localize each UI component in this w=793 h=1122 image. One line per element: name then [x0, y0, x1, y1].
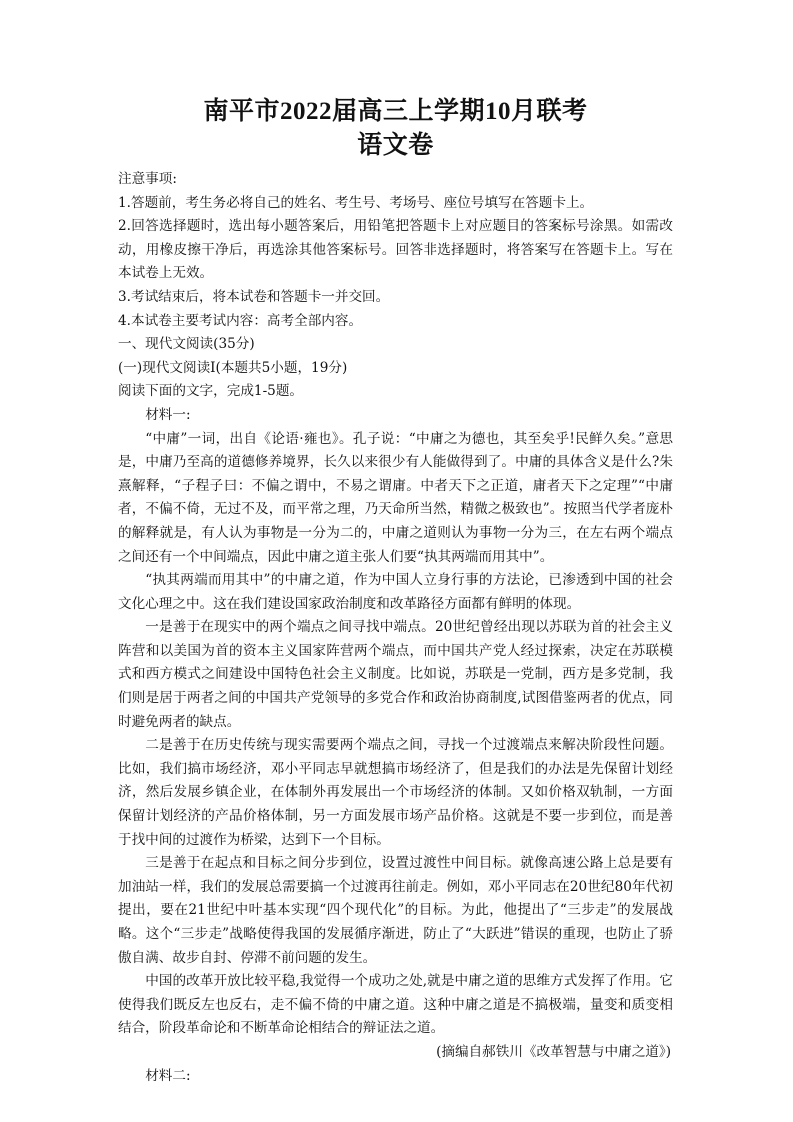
notes-item-3: 3.考试结束后，将本试卷和答题卡一并交回。	[118, 288, 390, 305]
notes-item-1: 1.答题前，考生务必将自己的姓名、考生号、考场号、座位号填写在答题卡上。	[118, 194, 594, 211]
material1-paragraph: 一是善于在现实中的两个端点之间寻找中端点。20世纪曾经出现以苏联为首的社会主义阵营和以美国为首的资本主义国家阵营两个端点，而中国共产党人经过探索，决定在苏联模式和西方模式之间建设中国特色社会主义制度。比如说，苏联是一党制，西方是多党制，我们则是居于两者之间的中国共产党领导的多党合作和政治协商制度,试图借鉴两者的优点，同时避免两者的缺点。	[118, 619, 673, 730]
exam-subtitle: 语文卷	[357, 132, 434, 159]
notes-section	[118, 168, 673, 333]
material2-label: 材料二:	[145, 1067, 191, 1084]
material1-paragraph: 二是善于在历史传统与现实需要两个端点之间，寻找一个过渡端点来解决阶段性问题。比如，我们搞市场经济，邓小平同志早就想搞市场经济了，但是我们的办法是先保留计划经济，然后发展乡镇企业，在体制外再发展出一个市场经济的体制。又如价格双轨制，一方面保留计划经济的产品价格体制，另一方面发展市场产品价格。这就是不要一步到位，而是善于找中间的过渡作为桥梁，达到下一个目标。	[118, 737, 673, 848]
notes-item-2: 2.回答选择题时，选出每小题答案后，用铅笔把答题卡上对应题目的答案标号涂黑。如需改动，用橡皮擦干净后，再选涂其他答案标号。回答非选择题时，将答案写在答题卡上。写在本试卷上无效。	[118, 218, 673, 282]
notes-item-4: 4.本试卷主要考试内容：高考全部内容。	[118, 312, 363, 329]
material1-paragraph: “执其两端而用其中”的中庸之道，作为中国人立身行事的方法论，已渗透到中国的社会文化心理之中。这在我们建设国家政治制度和改革路径方面都有鲜明的体现。	[118, 572, 673, 612]
material1-label: 材料一:	[145, 406, 191, 423]
reading-section	[118, 333, 673, 1088]
notes-heading: 注意事项:	[118, 171, 177, 187]
material1-paragraph: 三是善于在起点和目标之间分步到位，设置过渡性中间目标。就像高速公路上总是要有加油站一样，我们的发展总需要搞一个过渡再往前走。例如，邓小平同志在20世纪80年代初提出，要在21世纪中叶基本实现“四个现代化”的目标。为此，他提出了“三步走”的发展战略。这个“三步走”战略使得我国的发展循序渐进，防止了“大跃进”错误的重现，也防止了骄傲自满、故步自封、停滞不前问题的发生。	[118, 855, 673, 966]
section-heading: 一、现代文阅读(35分)	[118, 336, 255, 353]
material1-source: (摘编自郝铁川《改革智慧与中庸之道》)	[436, 1043, 671, 1060]
exam-title: 南平市2022届高三上学期10月联考	[203, 98, 588, 125]
material1-paragraph: 中国的改革开放比较平稳,我觉得一个成功之处,就是中庸之道的思维方式发挥了作用。它使得我们既反左也反右，走不偏不倚的中庸之道。这种中庸之道是不搞极端，量变和质变相结合，阶段革命论和不断革命论相结合的辩证法之道。	[118, 973, 673, 1037]
material1-paragraph: “中庸”一词，出自《论语·雍也》。孔子说：“中庸之为德也，其至矣乎!民鲜久矣。”意思是，中庸乃至高的道德修养境界，长久以来很少有人能做得到了。中庸的具体含义是什么?朱熹解释，“子程子曰：不偏之谓中，不易之谓庸。中者天下之正道，庸者天下之定理”“中庸者，不偏不倚，无过不及，而平常之理，乃天命所当然，精微之极致也”。按照当代学者庞朴的解释就是，有人认为事物是一分为二的，中庸之道则认为事物一分为三，在左右两个端点之间还有一个中间端点，因此中庸之道主张人们要“执其两端而用其中”。	[118, 430, 673, 565]
section-instruction: 阅读下面的文字，完成1-5题。	[118, 383, 304, 400]
section-subheading: (一)现代文阅读Ⅰ(本题共5小题，19分)	[118, 359, 348, 376]
